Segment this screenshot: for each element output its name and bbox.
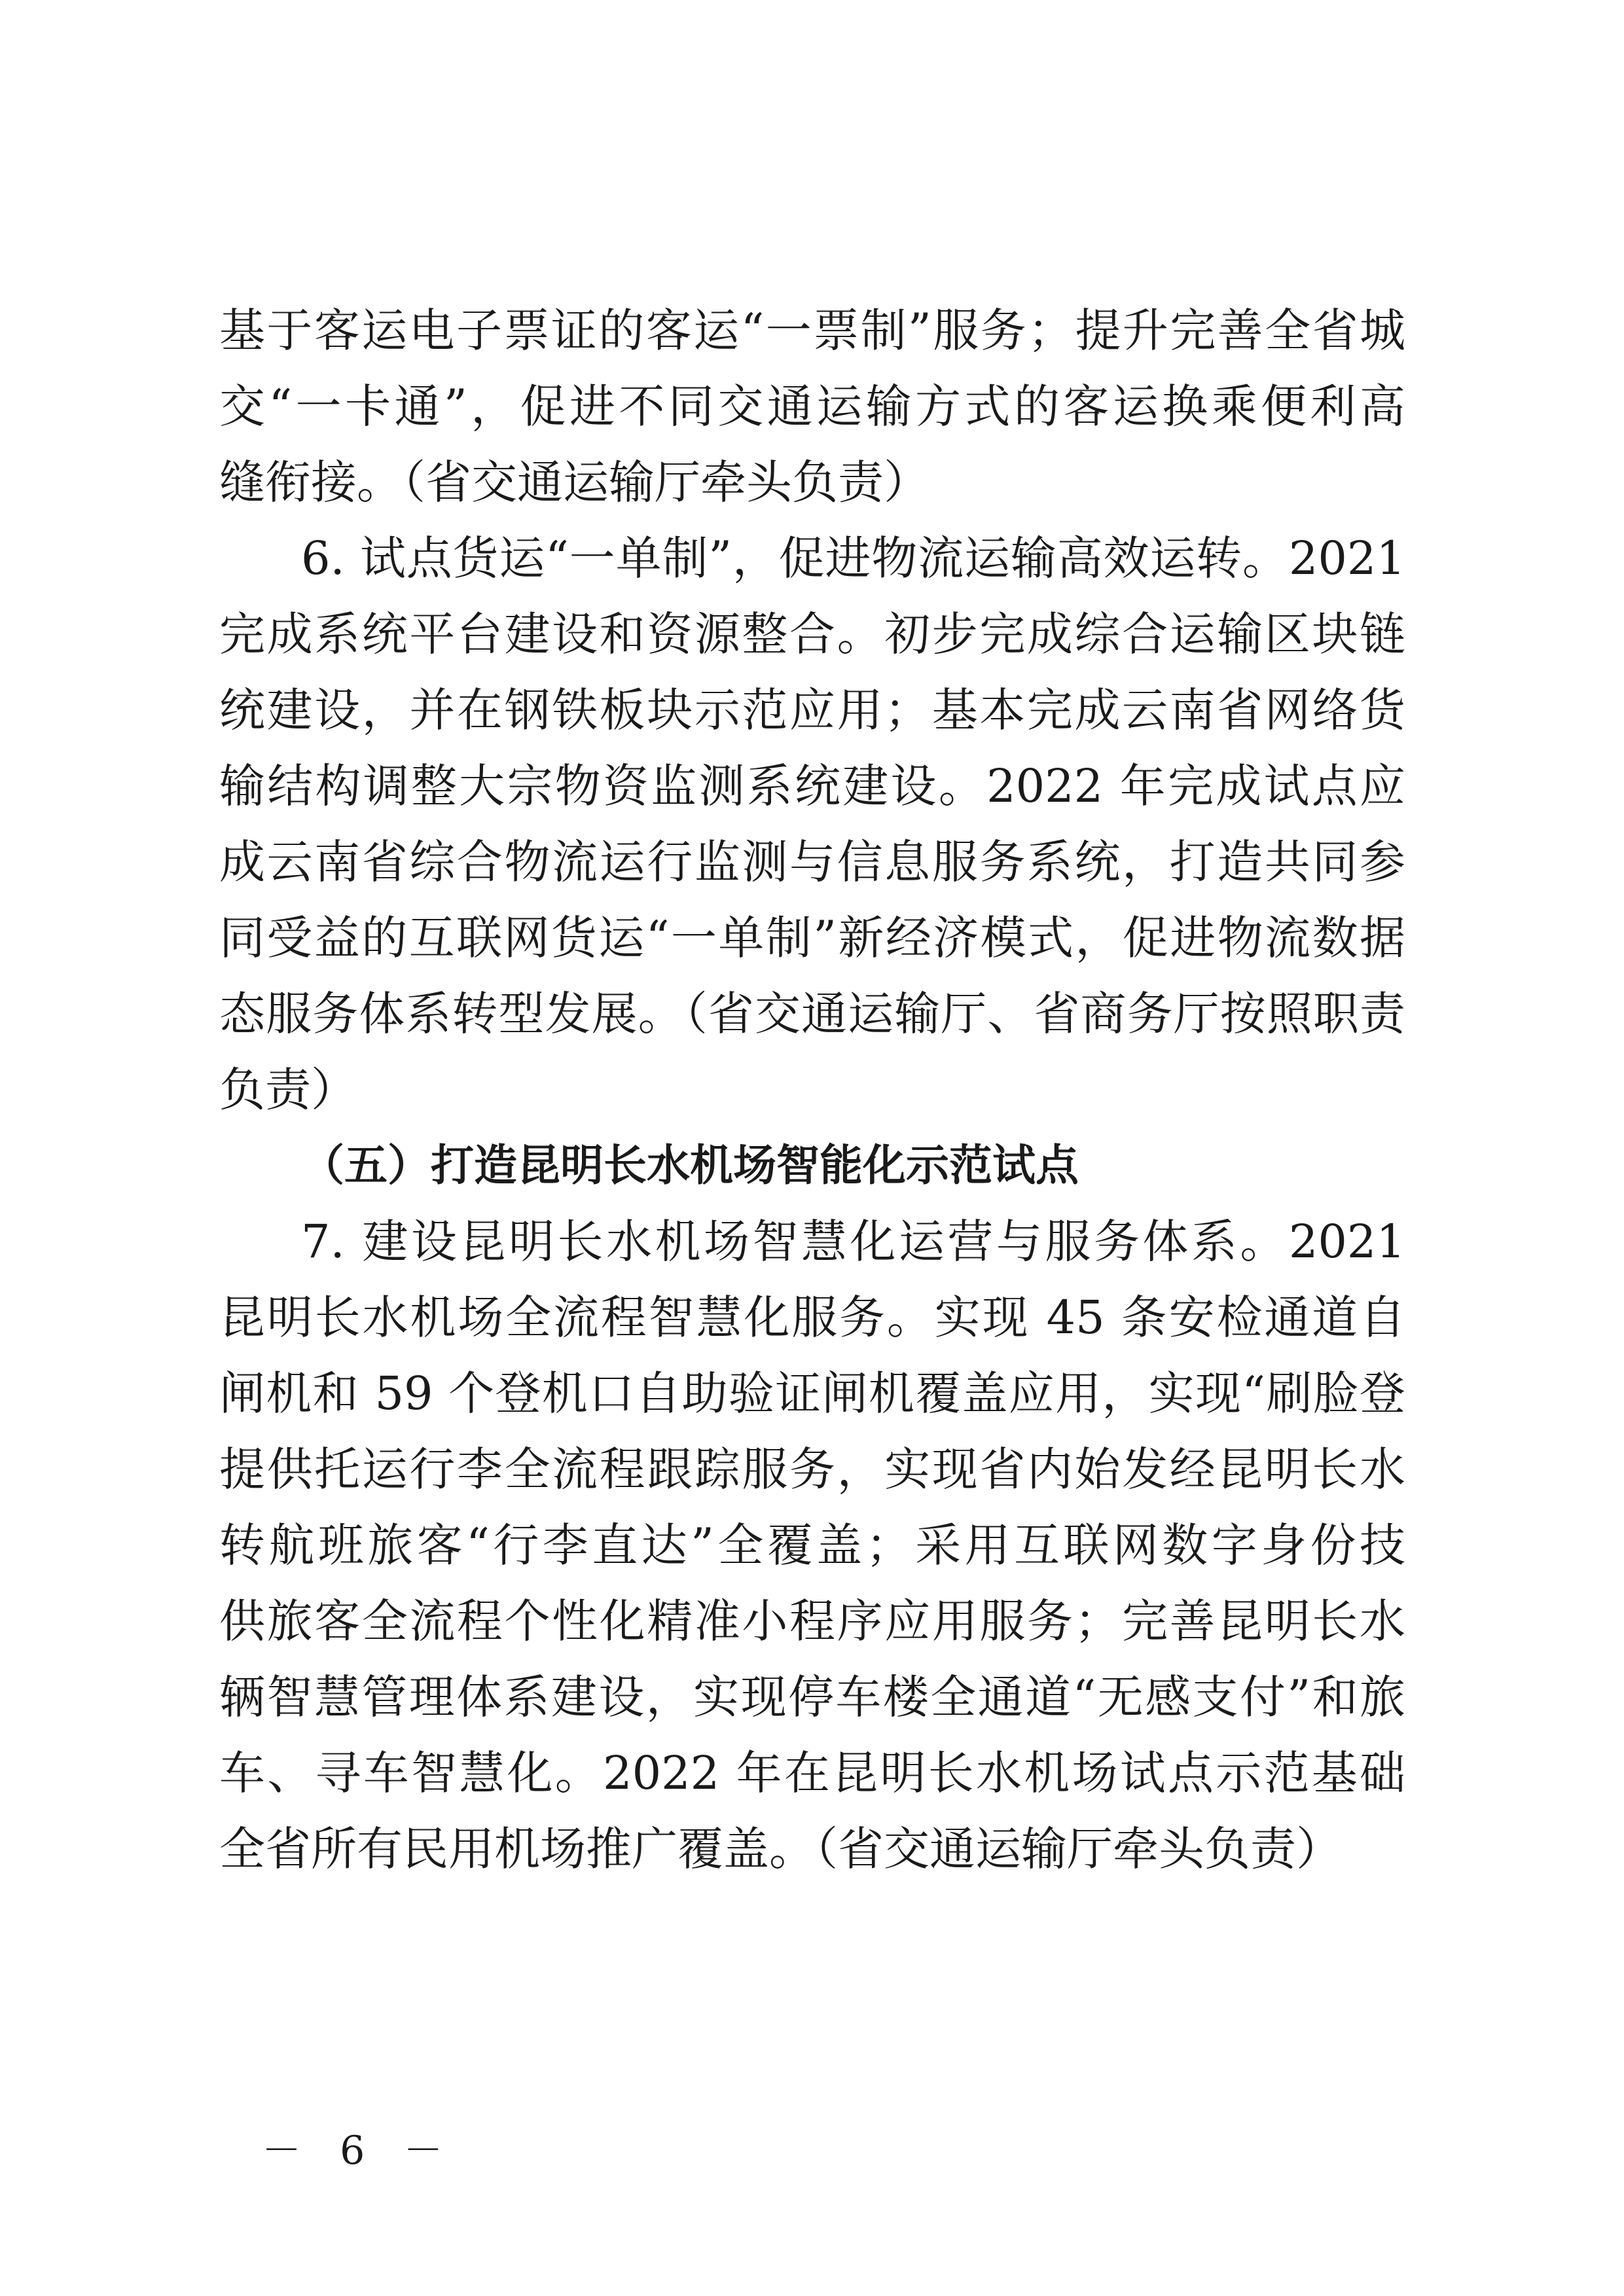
paragraph-line: 闸机和 59 个登机口自助验证闸机覆盖应用，实现“刷脸登: [219, 1367, 1405, 1420]
paragraph-line: 昆明长水机场全流程智慧化服务。实现 45 条安检通道自: [219, 1291, 1405, 1344]
paragraph-line: 统建设，并在钢铁板块示范应用；基本完成云南省网络货: [219, 683, 1405, 737]
paragraph-line: 缝衔接。（省交通运输厅牵头负责）: [219, 456, 929, 509]
section-heading: （五）打造昆明长水机场智能化示范试点: [301, 1140, 1079, 1191]
paragraph-line: 车、寻车智慧化。2022 年在昆明长水机场试点示范基础: [219, 1746, 1405, 1800]
paragraph-line: 7. 建设昆明长水机场智慧化运营与服务体系。2021: [301, 1215, 1405, 1268]
paragraph-line: 提供托运行李全流程跟踪服务，实现省内始发经昆明长水: [219, 1443, 1405, 1496]
paragraph-line: 同受益的互联网货运“一单制”新经济模式，促进物流数据: [219, 911, 1405, 965]
paragraph-line: 成云南省综合物流运行监测与信息服务系统，打造共同参: [219, 835, 1405, 889]
paragraph-line: 供旅客全流程个性化精准小程序应用服务；完善昆明长水: [219, 1594, 1405, 1648]
paragraph-line: 负责）: [219, 1063, 357, 1117]
paragraph-line: 基于客运电子票证的客运“一票制”服务；提升完善全省城: [219, 304, 1405, 357]
paragraph-line: 交“一卡通”，促进不同交通运输方式的客运换乘便利高: [219, 380, 1405, 433]
paragraph-line: 态服务体系转型发展。（省交通运输厅、省商务厅按照职责: [219, 987, 1405, 1041]
paragraph-line: 完成系统平台建设和资源整合。初步完成综合运输区块链: [219, 607, 1405, 661]
paragraph-line: 输结构调整大宗物资监测系统建设。2022 年完成试点应: [219, 759, 1405, 813]
paragraph-line: 全省所有民用机场推广覆盖。（省交通运输厅牵头负责）: [219, 1822, 1342, 1876]
page-number: － 6 －: [262, 2128, 456, 2174]
paragraph-line: 转航班旅客“行李直达”全覆盖；采用互联网数字身份技: [219, 1518, 1405, 1572]
paragraph-line: 辆智慧管理体系建设，实现停车楼全通道“无感支付”和旅: [219, 1670, 1405, 1724]
paragraph-line: 6. 试点货运“一单制”，促进物流运输高效运转。2021: [301, 531, 1405, 585]
